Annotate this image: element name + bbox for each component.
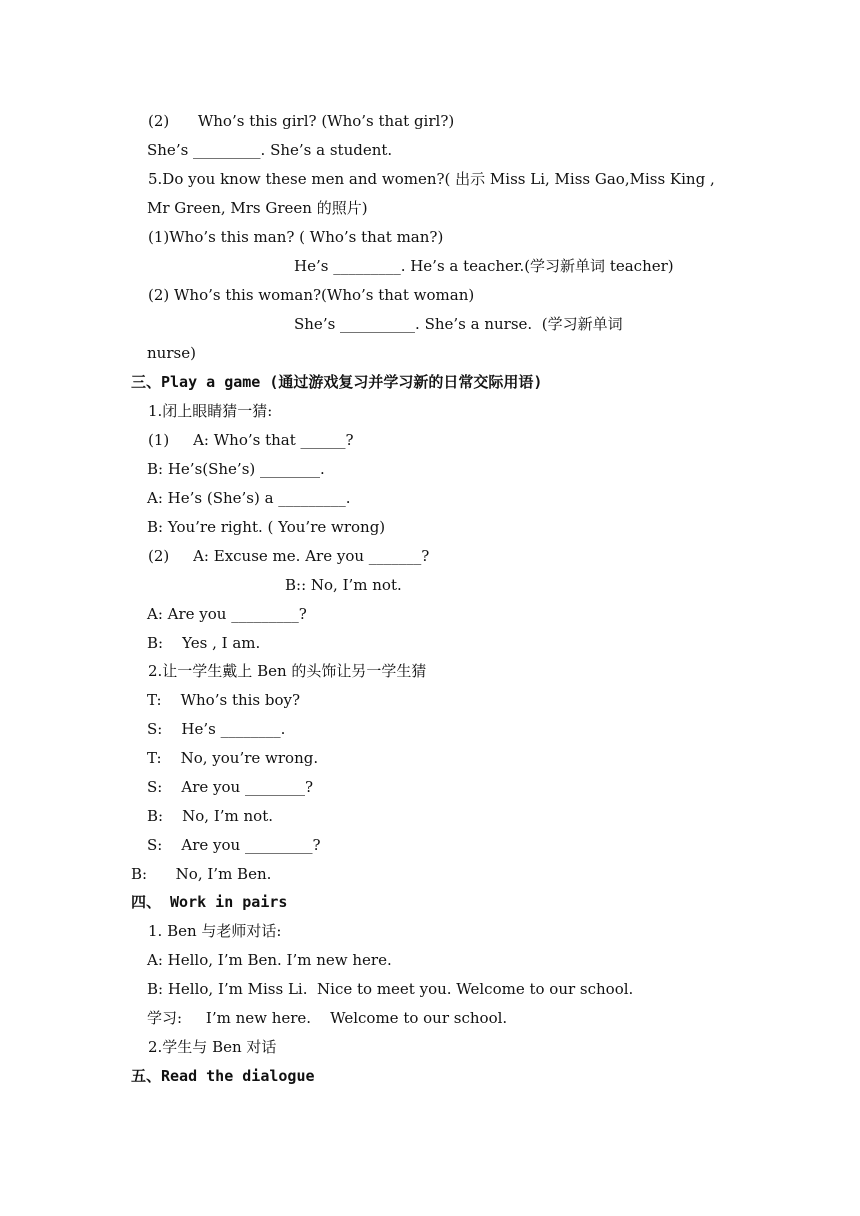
text-line: (1)Who’s this man? ( Who’s that man?) [148,228,444,246]
text-line: S: Are you ________? [147,778,314,796]
text-line: She’s __________. She’s a nurse. (学习新单词 [294,315,623,333]
text-line: B: Hello, I’m Miss Li. Nice to meet you. Welcome to our school. [147,980,634,998]
text-line: (2) Who’s this girl? (Who’s that girl?) [148,112,455,130]
text-line: 学习: I’m new here. Welcome to our school. [147,1009,508,1027]
section-heading: 五、Read the dialogue [131,1067,315,1085]
text-line: (1) A: Who’s that ______? [148,431,354,449]
text-line: (2) Who’s this woman?(Who’s that woman) [148,286,475,304]
text-line: nurse) [147,344,196,362]
section-heading: 四、 Work in pairs [131,893,288,911]
text-line: S: Are you _________? [147,836,321,854]
text-line: B: No, I’m Ben. [131,865,272,883]
text-line: A: He’s (She’s) a _________. [147,489,351,507]
text-line: B:: No, I’m not. [285,576,402,594]
text-line: 5.Do you know these men and women?( 出示 Miss Li, Miss Gao,Miss King , [148,170,715,188]
text-line: B: Yes , I am. [147,634,261,652]
text-line: B: You’re right. ( You’re wrong) [147,518,386,536]
section-heading: 三、Play a game (通过游戏复习并学习新的日常交际用语) [131,373,543,391]
text-line: A: Are you _________? [147,605,307,623]
text-line: 1. Ben 与老师对话: [148,922,282,940]
text-line: 2.让一学生戴上 Ben 的头饰让另一学生猜 [148,662,427,680]
text-line: Mr Green, Mrs Green 的照片) [147,199,368,217]
text-line: (2) A: Excuse me. Are you _______? [148,547,430,565]
text-line: B: He’s(She’s) ________. [147,460,325,478]
text-line: 1.闭上眼睛猜一猜: [148,402,273,420]
text-line: 2.学生与 Ben 对话 [148,1038,277,1056]
text-line: T: Who’s this boy? [147,691,301,709]
text-line: T: No, you’re wrong. [147,749,319,767]
text-line: B: No, I’m not. [147,807,274,825]
text-line: S: He’s ________. [147,720,286,738]
text-line: A: Hello, I’m Ben. I’m new here. [147,951,392,969]
text-line: She’s _________. She’s a student. [147,141,393,159]
text-line: He’s _________. He’s a teacher.(学习新单词 teacher) [294,257,674,275]
